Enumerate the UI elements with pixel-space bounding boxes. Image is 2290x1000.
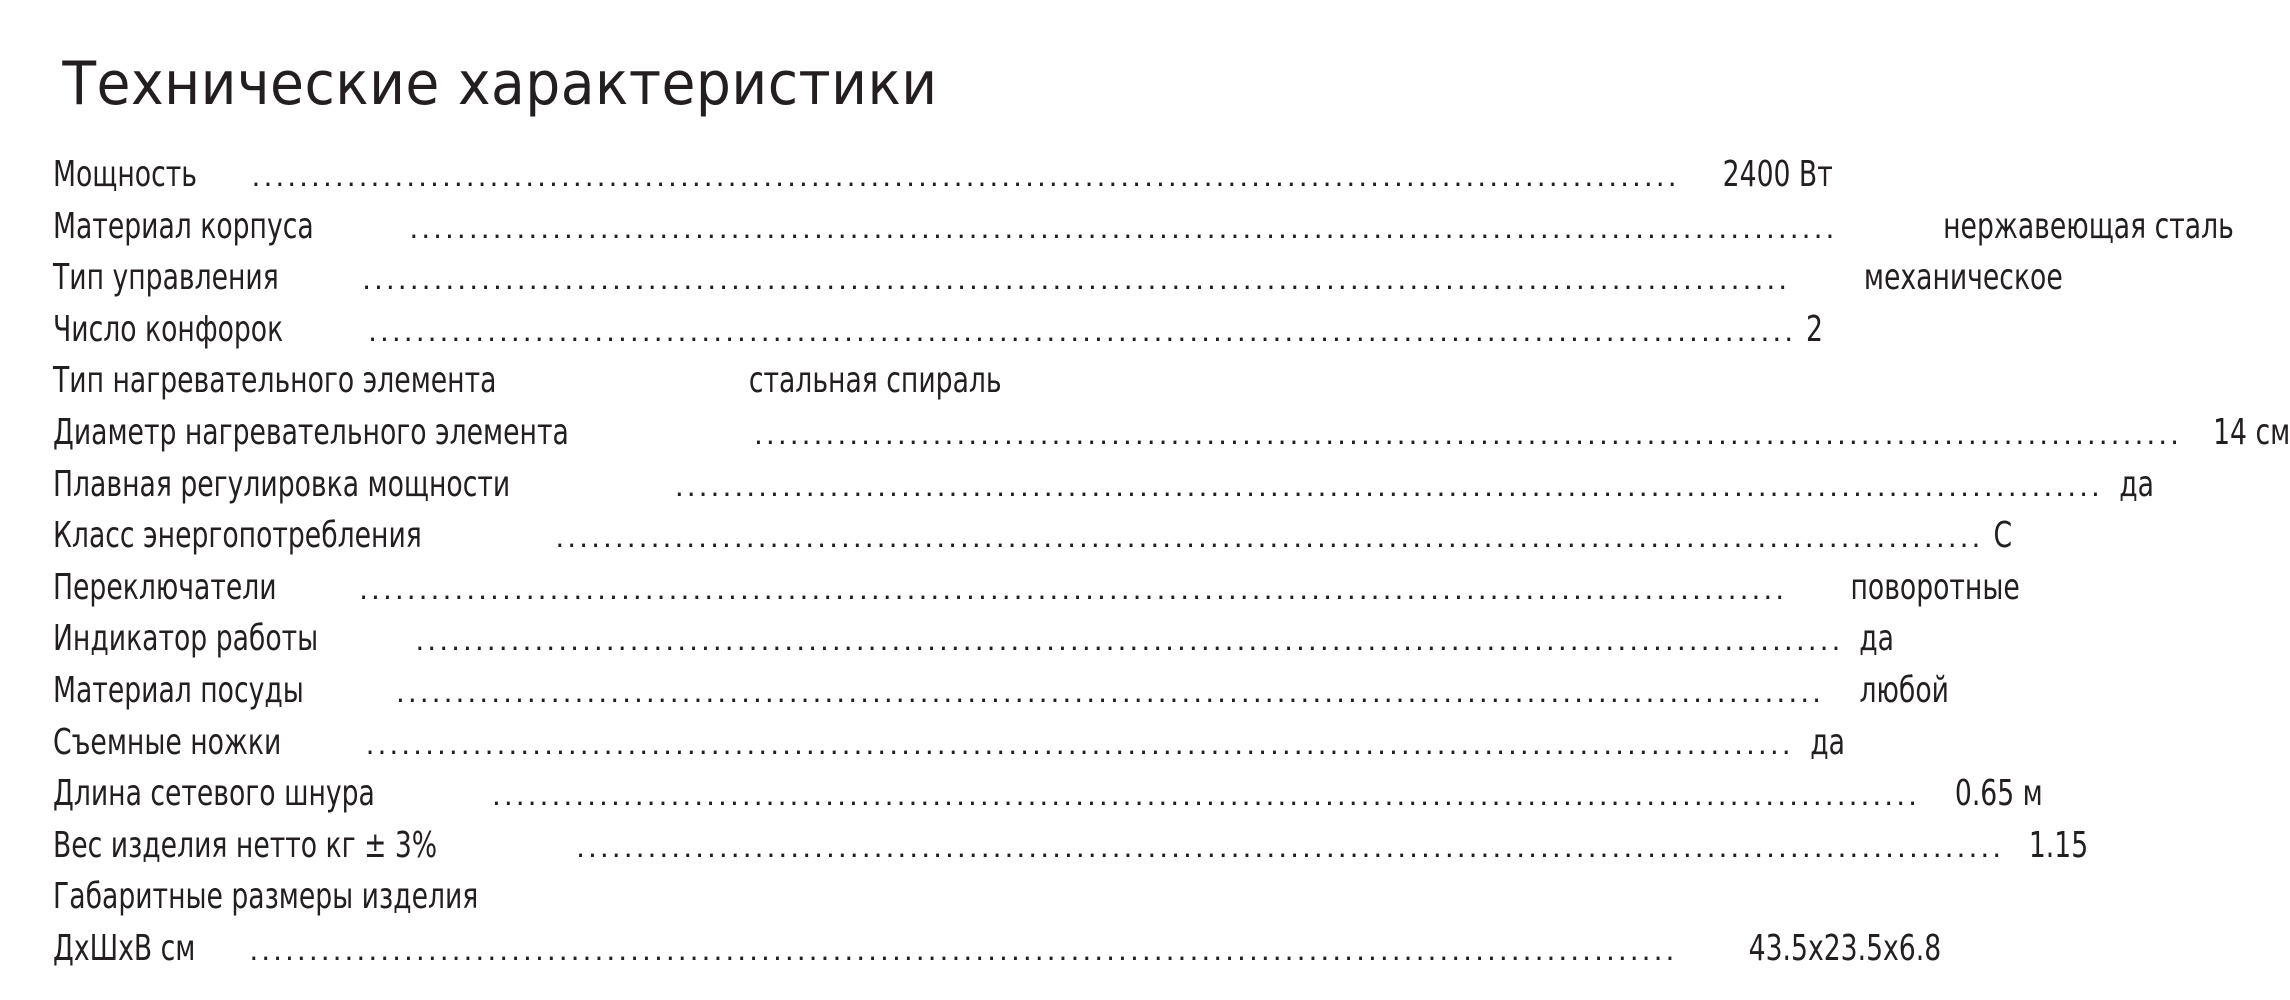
dot-leader: ........................................................................................................................ [576, 830, 2005, 864]
spec-value: да [1809, 721, 1845, 763]
spec-row-dimensions [53, 923, 1942, 975]
spec-value: 14 см [2213, 411, 2290, 453]
spec-value: 1.15 [2028, 824, 2089, 866]
dot-leader: ........................................................................................................................ [368, 314, 1797, 348]
dimensions-heading-text: Габаритные размеры изделия [53, 876, 479, 918]
dot-leader: ........................................................................................................................ [674, 469, 2103, 503]
spec-value: любой [1859, 669, 1949, 711]
spec-label: Мощность [53, 154, 197, 195]
spec-row-removable-feet [53, 717, 1845, 769]
spec-label: Плавная регулировка мощности [53, 463, 511, 505]
spec-row-heating-element-diameter [53, 407, 2290, 459]
spec-row-cookware-material [53, 665, 1949, 717]
spec-value: нержавеющая сталь [1943, 205, 2235, 247]
spec-label: Тип управления [53, 257, 279, 299]
spec-row-switches [53, 562, 2020, 614]
spec-label: Диаметр нагревательного элемента [53, 411, 569, 453]
dot-leader: ........................................................................................................................ [415, 624, 1844, 658]
spec-row-heating-element-type [53, 355, 1002, 407]
spec-value: поворотные [1850, 566, 2020, 608]
spec-label: Материал посуды [53, 669, 304, 711]
spec-row-burner-count [53, 304, 1824, 356]
dot-leader: ........................................................................................................................ [409, 211, 1838, 245]
spec-row-net-weight [53, 820, 2089, 872]
spec-label: Число конфорок [53, 308, 284, 350]
spec-value: С [1993, 515, 2013, 557]
dot-leader: ........................................................................................................................ [555, 521, 1984, 555]
dimensions-heading [53, 871, 941, 923]
spec-value: да [2119, 463, 2154, 505]
spec-value: 2 [1806, 308, 1824, 350]
spec-row-power-indicator [53, 613, 1895, 665]
spec-label: Вес изделия нетто кг ± 3% [53, 824, 438, 866]
spec-label: Индикатор работы [53, 618, 319, 660]
dot-leader: ........................................................................................................................ [362, 263, 1791, 297]
spec-label: Съемные ножки [53, 721, 282, 763]
dot-leader: ........................................................................................................................ [491, 779, 1920, 813]
spec-value: 43.5х23.5х6.8 [1749, 927, 1942, 969]
spec-label: Длина сетевого шнура [53, 773, 375, 815]
dot-leader: ........................................................................................................................ [251, 160, 1680, 193]
spec-value: 2400 Вт [1722, 154, 1833, 195]
dot-leader: ........................................................................................................................ [754, 417, 2183, 451]
dot-leader: ........................................................................................................................ [249, 933, 1678, 967]
spec-label: Материал корпуса [53, 205, 314, 247]
spec-row-power-adjustment [53, 459, 2154, 511]
page-title: Технические характеристики [62, 49, 938, 119]
dot-leader: ........................................................................................................................ [365, 727, 1794, 761]
spec-label: ДхШхВ см [53, 927, 196, 969]
spec-row-control-type [53, 252, 2063, 304]
dot-leader: ........................................................................................................................ [395, 675, 1825, 709]
spec-label: Переключатели [53, 566, 277, 608]
spec-row-cord-length [53, 768, 2043, 820]
spec-label: Тип нагревательного элемента [53, 360, 497, 402]
spec-row-power [53, 149, 1833, 201]
spec-row-body-material [53, 201, 2235, 253]
dot-leader: ........................................................................................................................ [359, 572, 1788, 606]
spec-list [53, 149, 2290, 975]
spec-value: 0.65 м [1954, 773, 2043, 815]
spec-row-energy-class [53, 510, 2013, 562]
spec-value: стальная спираль [749, 360, 1002, 402]
spec-value: да [1859, 618, 1895, 660]
spec-label: Класс энергопотребления [53, 515, 422, 557]
spec-value: механическое [1864, 257, 2063, 299]
